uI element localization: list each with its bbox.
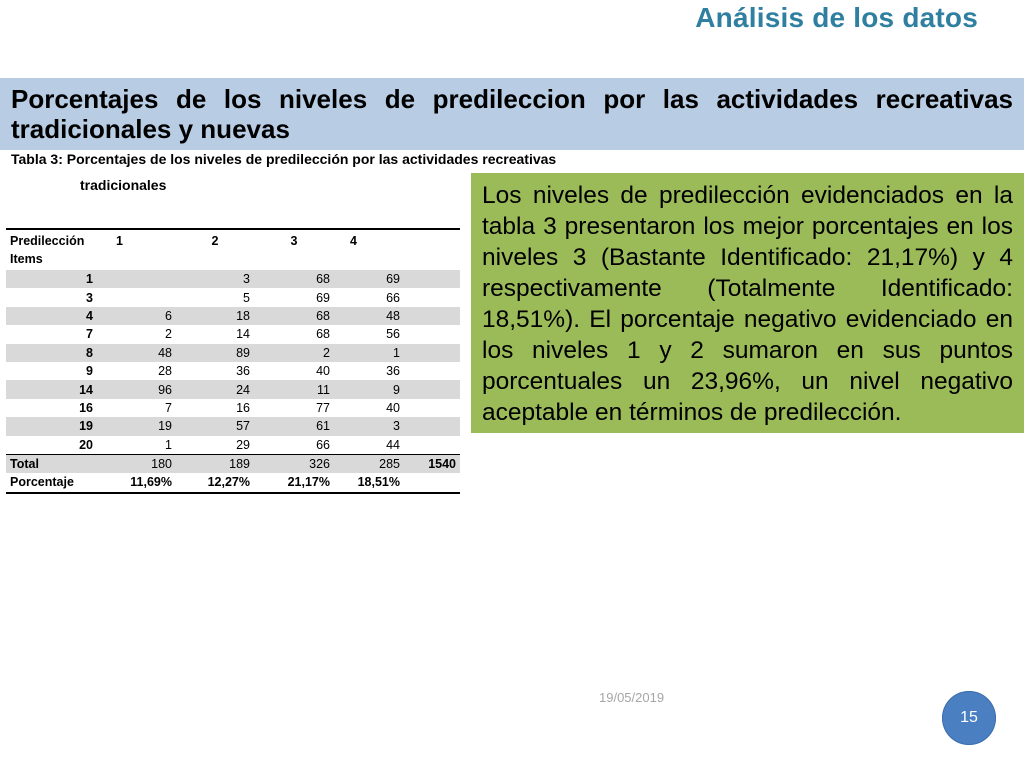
- item-cell: 4: [86, 308, 93, 323]
- level-1-cell: 1: [165, 437, 172, 452]
- total-row: [6, 454, 460, 473]
- level-1-cell: 96: [158, 382, 172, 397]
- item-cell: 1: [86, 272, 93, 287]
- level-1-cell: [98, 288, 176, 306]
- table-row: [6, 380, 460, 398]
- table-row: [6, 307, 460, 325]
- level-4-cell: 48: [386, 308, 400, 323]
- header-level-2: 2: [211, 234, 219, 248]
- level-1-cell: [98, 270, 176, 288]
- percentage-label: Porcentaje: [10, 475, 74, 490]
- level-1-cell: 19: [158, 419, 172, 434]
- grand-total: 1540: [428, 457, 456, 472]
- table-row: [6, 270, 460, 288]
- level-4-cell: 56: [386, 327, 400, 342]
- banner-heading: Porcentajes de los niveles de predileccion por las actividades recreativas tradicionales y nuevas: [11, 84, 1013, 144]
- level-1-cell: 2: [165, 327, 172, 342]
- level-2-cell: 5: [243, 290, 250, 305]
- table-header-row: [6, 229, 460, 270]
- level-3-cell: 68: [316, 308, 330, 323]
- table-row: [6, 288, 460, 306]
- table-row: [6, 417, 460, 435]
- level-4-cell: 36: [386, 364, 400, 379]
- header-label-items: Items: [10, 252, 43, 266]
- level-1-cell: 7: [165, 400, 172, 415]
- empty-cell: [404, 399, 460, 417]
- percentage-row: [6, 473, 460, 492]
- item-cell: 19: [79, 419, 93, 434]
- header-level-3: 3: [290, 234, 298, 248]
- empty-cell: [404, 473, 460, 492]
- empty-cell: [404, 270, 460, 288]
- level-3-cell: 11: [317, 382, 330, 397]
- item-cell: 8: [86, 345, 93, 360]
- item-cell: 20: [79, 437, 93, 452]
- level-2-cell: 16: [236, 400, 250, 415]
- level-4-cell: 44: [386, 437, 400, 452]
- level-3-cell: 61: [316, 419, 330, 434]
- level-3-cell: 2: [323, 345, 330, 360]
- level-3-cell: 69: [316, 290, 330, 305]
- table-row: [6, 436, 460, 455]
- empty-cell: [404, 288, 460, 306]
- empty-cell: [404, 344, 460, 362]
- level-1-cell: 28: [158, 364, 172, 379]
- header-level-1: 1: [116, 234, 123, 248]
- level-2-cell: 14: [236, 327, 250, 342]
- item-cell: 3: [86, 290, 93, 305]
- level-3-cell: 68: [316, 327, 330, 342]
- total-level-1: 180: [151, 457, 172, 472]
- level-2-cell: 3: [243, 272, 250, 287]
- empty-cell: [404, 417, 460, 435]
- level-3-cell: 77: [316, 400, 330, 415]
- level-2-cell: 24: [236, 382, 250, 397]
- item-cell: 7: [86, 327, 93, 342]
- level-2-cell: 29: [236, 437, 250, 452]
- level-4-cell: 9: [393, 382, 400, 397]
- table-row: [6, 399, 460, 417]
- empty-cell: [404, 325, 460, 343]
- level-2-cell: 18: [236, 308, 250, 323]
- callout-text: Los niveles de predilección evidenciados en la tabla 3 presentaron los mejor porcentajes en los niveles 3 (Bastante Identificado: 21,17%) y 4 respectivamente (Totalmente Identificado: 18,51%). El porcentaje negativo evidenciado en los niveles 1 y 2 sumaron en sus puntos porcentuales un 23,96%, un nivel negativo aceptable en términos de predilección.: [482, 182, 1013, 426]
- item-cell: 16: [79, 400, 93, 415]
- header-level-4: 4: [350, 234, 357, 248]
- empty-cell: [404, 380, 460, 398]
- level-2-cell: 89: [236, 345, 250, 360]
- table-row: [6, 325, 460, 343]
- percentage-level-2: 12,27%: [207, 475, 250, 490]
- level-4-cell: 3: [393, 419, 400, 434]
- percentage-level-3: 21,17%: [287, 475, 330, 490]
- level-4-cell: 69: [386, 272, 400, 287]
- empty-cell: [404, 362, 460, 380]
- total-level-2: 189: [229, 457, 250, 472]
- level-1-cell: 48: [158, 345, 172, 360]
- table-caption-continued: tradicionales: [80, 177, 167, 193]
- empty-cell: [404, 307, 460, 325]
- level-4-cell: 66: [386, 290, 400, 305]
- level-4-cell: 1: [393, 345, 400, 360]
- header-blank: [404, 229, 460, 270]
- slide-date: 19/05/2019: [599, 690, 665, 705]
- level-3-cell: 40: [316, 364, 330, 379]
- item-cell: 14: [79, 382, 93, 397]
- total-label: Total: [10, 457, 39, 472]
- total-level-3: 326: [309, 457, 330, 472]
- page-number-badge: 15: [942, 691, 996, 745]
- predilection-table: [6, 228, 460, 494]
- empty-cell: [404, 436, 460, 455]
- header-label-predileccion: Predilección: [10, 234, 85, 248]
- percentage-level-1: 11,69%: [130, 475, 172, 490]
- table-caption: Tabla 3: Porcentajes de los niveles de predilección por las actividades recreativas: [11, 151, 557, 167]
- level-1-cell: 6: [165, 308, 172, 323]
- total-level-4: 285: [379, 457, 400, 472]
- level-3-cell: 66: [316, 437, 330, 452]
- level-2-cell: 57: [236, 419, 250, 434]
- item-cell: 9: [86, 364, 93, 379]
- table-row: [6, 362, 460, 380]
- percentage-level-4: 18,51%: [357, 475, 400, 490]
- level-3-cell: 68: [316, 272, 330, 287]
- level-4-cell: 40: [386, 400, 400, 415]
- slide-title: Análisis de los datos: [695, 2, 978, 33]
- header-predileccion-items: [6, 229, 98, 270]
- table-row: [6, 344, 460, 362]
- level-2-cell: 36: [236, 364, 250, 379]
